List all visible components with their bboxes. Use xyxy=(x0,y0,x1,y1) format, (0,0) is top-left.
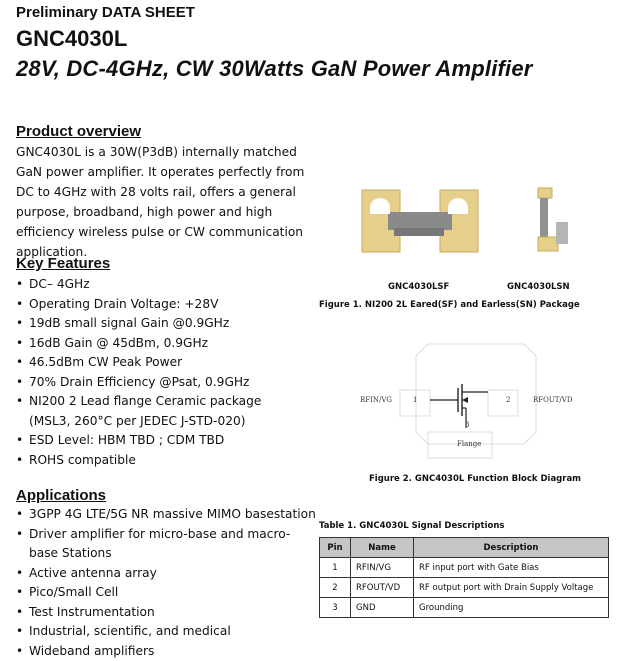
rfin-label: RFIN/VG xyxy=(360,396,392,404)
table-cell: RFIN/VG xyxy=(351,558,414,578)
list-item: • Operating Drain Voltage: +28V xyxy=(16,295,269,315)
overview-text: GNC4030L is a 30W(P3dB) internally matched GaN power amplifier. It operates perfectly from DC to 4GHz with 28 volts rail, offers a general purpose, broadband, high power and high efficiency wireless pulse or CW communication application. xyxy=(16,142,316,262)
list-item: • 19dB small signal Gain @0.9GHz xyxy=(16,314,269,334)
list-item: • 70% Drain Efficiency @Psat, 0.9GHz xyxy=(16,373,269,393)
table-row xyxy=(320,558,609,578)
part-number: GNC4030L xyxy=(16,26,127,52)
list-item: • Pico/Small Cell xyxy=(16,583,316,603)
applications-heading: Applications xyxy=(16,487,106,504)
column-header: Description xyxy=(414,538,609,558)
package-sf-label: GNC4030LSF xyxy=(388,282,449,292)
figure2-caption: Figure 2. GNC4030L Function Block Diagram xyxy=(369,474,581,484)
package-sf-image xyxy=(362,190,478,252)
rfout-label: RFOUT/VD xyxy=(533,396,572,404)
list-item: • ESD Level: HBM TBD ; CDM TBD xyxy=(16,431,269,451)
doc-kicker: Preliminary DATA SHEET xyxy=(16,4,195,21)
package-sn-label: GNC4030LSN xyxy=(507,282,570,292)
list-item: • 46.5dBm CW Peak Power xyxy=(16,353,269,373)
pin3-label: 3 xyxy=(465,421,469,429)
list-item: • Active antenna array xyxy=(16,564,316,584)
column-header: Name xyxy=(351,538,414,558)
list-item: • Test Instrumentation xyxy=(16,603,316,623)
pin2-label: 2 xyxy=(506,396,510,404)
pin1-label: 1 xyxy=(413,396,417,404)
list-item: • DC– 4GHz xyxy=(16,275,269,295)
list-item: • 16dB Gain @ 45dBm, 0.9GHz xyxy=(16,334,269,354)
table-cell: RFOUT/VD xyxy=(351,578,414,598)
table-cell: RF input port with Gate Bias xyxy=(414,558,609,578)
flange-label: Flange xyxy=(457,440,481,448)
table-cell: GND xyxy=(351,598,414,618)
list-item: • Driver amplifier for micro-base and macro-base Stations xyxy=(16,525,316,564)
table-cell: 3 xyxy=(320,598,351,618)
table-cell: 2 xyxy=(320,578,351,598)
table-row xyxy=(320,578,609,598)
list-item: • ROHS compatible xyxy=(16,451,269,471)
list-item: • 3GPP 4G LTE/5G NR massive MIMO basestation xyxy=(16,505,316,525)
table-cell: 1 xyxy=(320,558,351,578)
list-item: • NI200 2 Lead flange Ceramic package (MSL3, 260°C per JEDEC J-STD-020) xyxy=(16,392,269,431)
overview-heading: Product overview xyxy=(16,123,141,140)
table-cell: RF output port with Drain Supply Voltage xyxy=(414,578,609,598)
table-title: Table 1. GNC4030L Signal Descriptions xyxy=(319,521,504,531)
package-images xyxy=(350,182,590,262)
features-list xyxy=(16,275,269,470)
figure1-caption: Figure 1. NI200 2L Eared(SF) and Earless(SN) Package xyxy=(319,300,580,310)
signal-table xyxy=(319,537,609,618)
column-header: Pin xyxy=(320,538,351,558)
table-header-row xyxy=(320,538,609,558)
table-row xyxy=(320,598,609,618)
list-item: • Wideband amplifiers xyxy=(16,642,316,661)
list-item: • Industrial, scientific, and medical xyxy=(16,622,316,642)
features-heading: Key Features xyxy=(16,255,110,272)
package-sn-image xyxy=(538,188,568,251)
table-cell: Grounding xyxy=(414,598,609,618)
doc-subtitle: 28V, DC-4GHz, CW 30Watts GaN Power Amplifier xyxy=(16,56,533,82)
applications-list xyxy=(16,505,316,661)
